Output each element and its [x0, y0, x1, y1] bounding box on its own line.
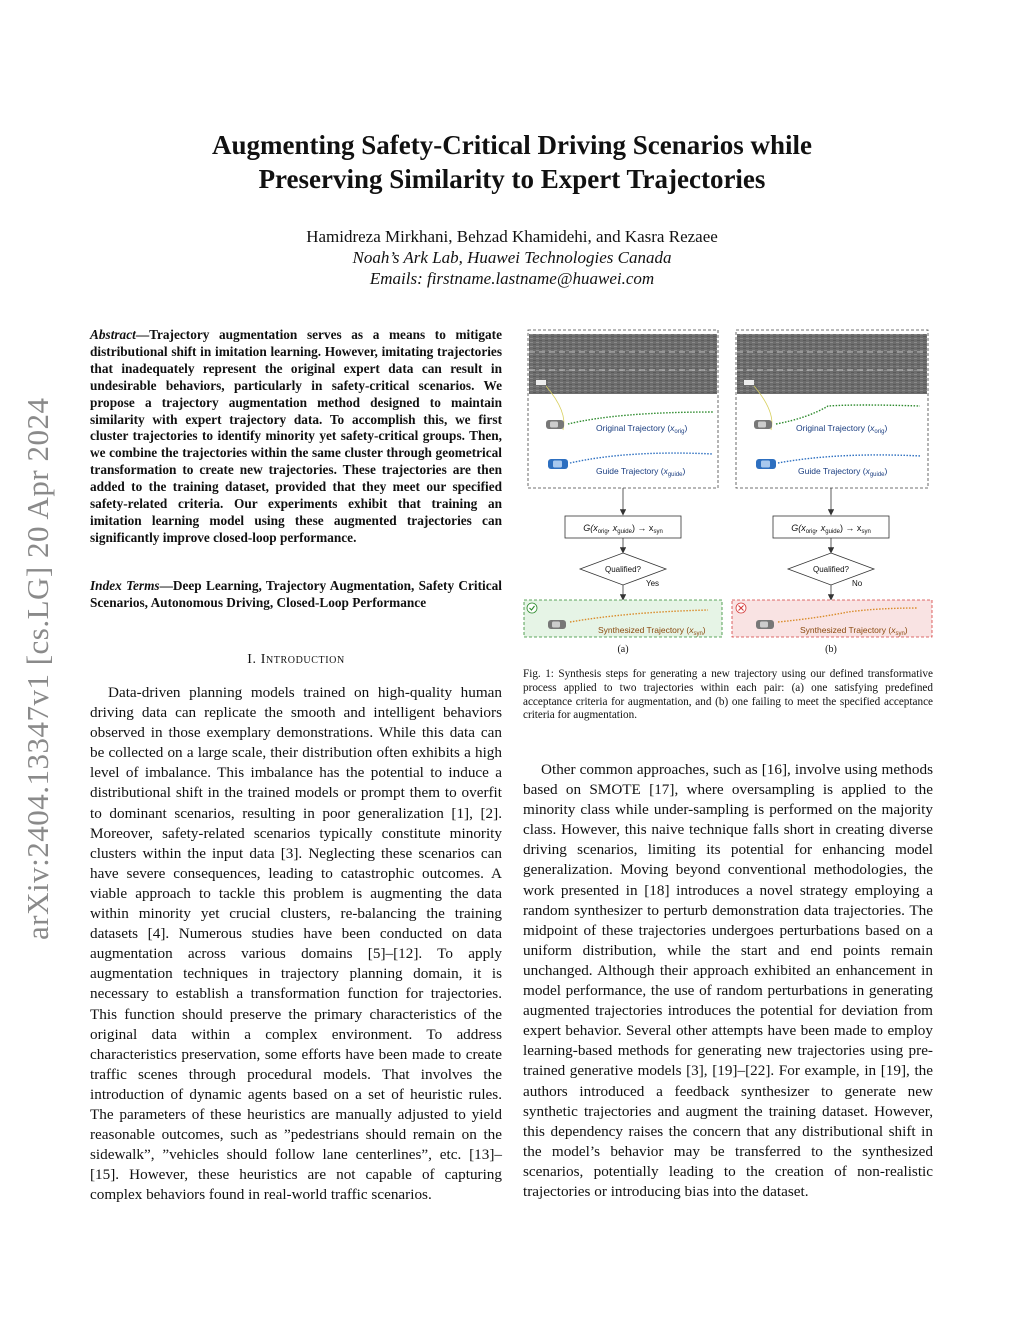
- panel-b-tag: (b): [825, 644, 837, 655]
- arxiv-identifier: arXiv:2404.13347v1 [cs.LG] 20 Apr 2024: [20, 397, 55, 940]
- index-terms: [90, 578, 502, 612]
- panel-b-original-trajectory: [776, 405, 920, 424]
- panel-b-answer: No: [852, 579, 863, 588]
- panel-b-synth-label: Synthesized Trajectory $(x_{syn})$: [800, 625, 908, 637]
- abstract-text: —Trajectory augmentation serves as a means to mitigate distributional shift in imitation learning. However, imitating trajectories that inadequately represent the original expert data can result in undesirable behaviors, particularly in safety-critical scenarios. We propose a trajectory augmentation method designed to maintain similarity with expert trajectory data. To accomplish this, we first cluster trajectories to identify minority yet safety-critical groups. Then, we combine the trajectories within the same cluster through geometrical transformation to create new trajectories. These trajectories are then added to the training dataset, provided that they meet our specified safety-related criteria. Our experiments exhibit that training an imitation learning model using these augmented trajectories can significantly improve closed-loop performance.: [90, 327, 502, 545]
- author-block: [100, 226, 924, 289]
- section-heading-introduction: [90, 652, 502, 668]
- panel-a-tag: (a): [617, 644, 629, 655]
- panel-a-guide-car: [548, 459, 568, 469]
- panel-a-answer: Yes: [646, 579, 660, 588]
- panel-a-formula: $G(x_{orig}$, $x_{guide}) \to x_{syn}$: [583, 523, 663, 535]
- panel-b-guide-car: [756, 459, 776, 469]
- right-column-body: [523, 760, 933, 1202]
- affiliation: Noah’s Ark Lab, Huawei Technologies Canada: [352, 248, 672, 267]
- panel-a-decision-label: Qualified?: [604, 565, 642, 574]
- introduction-body: [90, 683, 502, 1205]
- author-names: Hamidreza Mirkhani, Behzad Khamidehi, and Kasra Rezaee: [306, 227, 718, 246]
- title-line-1: Augmenting Safety-Critical Driving Scenarios while: [212, 130, 812, 160]
- figure-1-caption: Fig. 1: Synthesis steps for generating a new trajectory using our defined transformative process applied to two trajectories within each pair: (a) one satisfying predefined acceptance criteria for augmentation, and (b) one failing to meet the specified acceptance criteria for augmentation.: [523, 668, 933, 722]
- panel-b-formula: $G(x_{orig}$, $x_{guide}) \to x_{syn}$: [791, 523, 871, 535]
- panel-b-ego-marker: [744, 380, 754, 385]
- panel-a-synth-car: [548, 620, 566, 629]
- panel-a-ego-marker: [536, 380, 546, 385]
- panel-a-synth-label: Synthesized Trajectory $(x_{syn})$: [598, 625, 706, 637]
- emails: Emails: firstname.lastname@huawei.com: [369, 269, 655, 288]
- panel-b-synth-car: [756, 620, 774, 629]
- panel-a-guide-label: Guide Trajectory $(x_{guide})$: [596, 466, 686, 478]
- panel-b-original-label: Original Trajectory $(x_{orig})$: [796, 423, 888, 435]
- abstract-label: Abstract: [90, 327, 136, 342]
- title-line-2: Preserving Similarity to Expert Trajectories: [258, 164, 766, 194]
- panel-a: [524, 330, 722, 655]
- index-terms-label: Index Terms: [90, 578, 160, 593]
- panel-b: [732, 330, 932, 655]
- panel-b-guide-trajectory: [778, 455, 921, 463]
- right-paragraph: Other common approaches, such as [16], involve using methods based on SMOTE [17], where oversampling is applied to the minority class while under-sampling is performed on the majority class. However, this naive technique falls short in creating diverse driving scenarios, limiting its potential for enhancing model generalization. Moving beyond conventional methodologies, the work presented in [18] introduces a novel strategy employing a random synthesizer to perturb demonstration data trajectories. The midpoint of these trajectories undergoes perturbations based on a uniform distribution, while the start and end points remain unchanged. Although their approach exhibited an enhancement in model performance, the use of random perturbations in generating augmented trajectories introduces the potential for deviation from expert behavior. Several other attempts have been made to employ learning-based methods for generating new trajectories using pre-trained generative models [3], [19]–[22]. For example, in [19], the authors introduced a feedback synthesizer to generate new synthetic trajectories and augment the training dataset. However, this dependency raises the concern that any distributional shift in the model’s behavior may be transferred to the synthesized scenarios, potentially leading to the creation of non-realistic trajectories or introducing bias into the dataset.: [523, 761, 933, 1200]
- paper-title: [100, 128, 924, 196]
- panel-a-original-car: [546, 420, 564, 429]
- panel-a-road-image: [529, 334, 717, 394]
- intro-paragraph: Data-driven planning models trained on high-quality human driving data can replicate the smooth and intelligent behaviors observed in those exemplary demonstrations. While this data can be collected on a large scale, their distribution often exhibits a high level of imbalance. This imbalance has the potential to induce a distributional shift in the trained models or prompt them to overfit to dominant scenarios, resulting in poor generalization [1], [2]. Moreover, safety-related scenarios typically constitute minority clusters within the input data [3]. Neglecting these scenarios can have severe consequences, leading to catastrophic outcomes. A viable approach to tackle this problem is augmenting the data within minority yet crucial clusters, re-balancing the training datasets [4]. Numerous studies have been conducted on data augmentation across various domains [5]–[12]. To apply augmentation techniques in trajectory planning domain, it is necessary to establish a transformation function for trajectories. This function should preserve the primary characteristics of the original data within a complex environment. To address characteristics preservation, some efforts have been made to create traffic scenes through procedural models. That involves the introduction of dynamic agents based on a set of heuristic rules. The parameters of these heuristics are manually adjusted to yield reasonable outcomes, such as ”pedestrians should remain on the sidewalk”, ”vehicles should follow lane centerlines”, etc. [13]–[15]. However, these heuristics are not capable of capturing complex behaviors found in real-world traffic scenarios.: [90, 684, 502, 1204]
- panel-b-guide-label: Guide Trajectory $(x_{guide})$: [798, 466, 888, 478]
- figure-1: [518, 322, 938, 660]
- abstract: [90, 327, 502, 547]
- panel-a-original-label: Original Trajectory $(x_{orig})$: [596, 423, 688, 435]
- panel-a-guide-trajectory: [570, 453, 713, 463]
- panel-b-decision-label: Qualified?: [812, 565, 850, 574]
- section-number: I.: [247, 652, 257, 667]
- check-icon: [527, 603, 537, 613]
- index-terms-text: —Deep Learning, Trajectory Augmentation, Safety Critical Scenarios, Autonomous Driving, Closed-Loop Performance: [90, 578, 502, 610]
- panel-b-original-car: [754, 420, 772, 429]
- section-title: Introduction: [260, 652, 345, 667]
- panel-b-road-image: [737, 334, 927, 394]
